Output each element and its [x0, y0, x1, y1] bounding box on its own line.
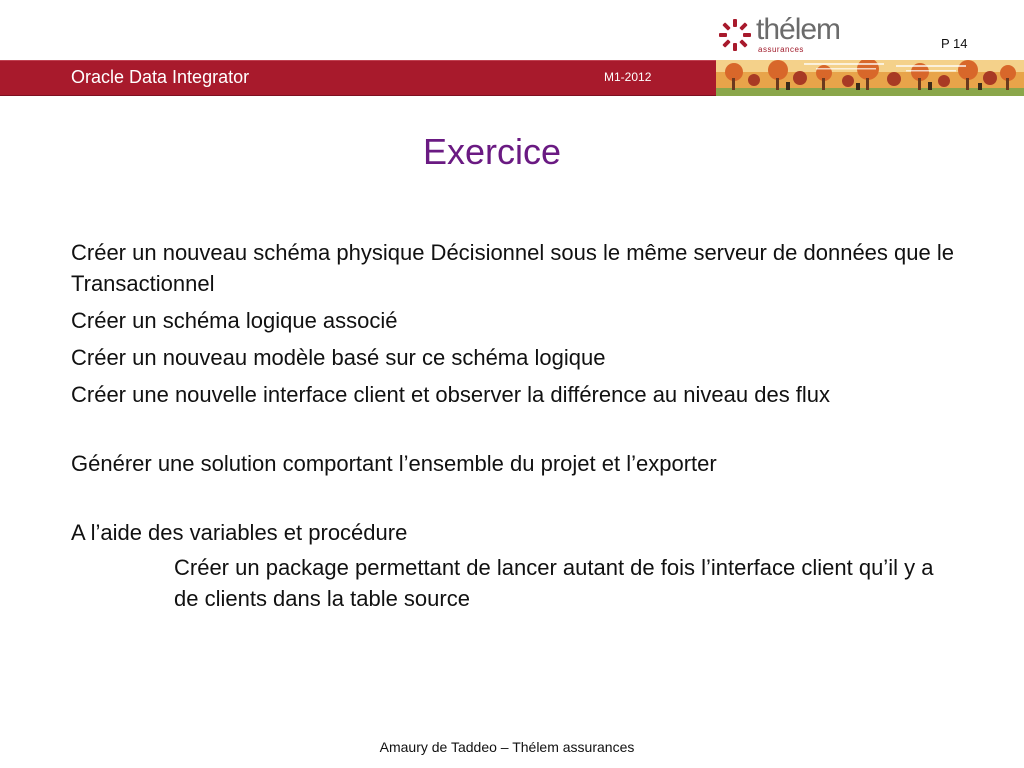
page-number: P 14: [941, 36, 968, 51]
indented-paragraph: Créer un package permettant de lancer autant de fois l’interface client qu’il y a de clients dans la table source: [174, 555, 934, 611]
paragraph: Créer un nouveau modèle basé sur ce schéma logique: [71, 345, 606, 370]
paragraph: A l’aide des variables et procédure: [71, 520, 408, 545]
app-title: Oracle Data Integrator: [71, 67, 250, 87]
logo-wordmark: thélem: [756, 13, 841, 46]
autumn-illustration-banner: [716, 60, 1024, 96]
document-code: M1-2012: [604, 70, 652, 84]
paragraph: Créer un schéma logique associé: [71, 308, 398, 333]
slide-title: Exercice: [422, 131, 562, 172]
logo-subtitle: assurances: [758, 45, 804, 54]
footer-author: Amaury de Taddeo – Thélem assurances: [379, 739, 635, 755]
thelem-logo-icon: [718, 18, 752, 52]
paragraph: Générer une solution comportant l’ensemble du projet et l’exporter: [71, 451, 717, 476]
thelem-logo: [718, 13, 841, 56]
paragraph: Créer une nouvelle interface client et observer la différence au niveau des flux: [71, 382, 831, 407]
slide-content: [71, 237, 961, 614]
paragraph: Créer un nouveau schéma physique Décisionnel sous le même serveur de données que le Transactionnel: [71, 240, 954, 296]
